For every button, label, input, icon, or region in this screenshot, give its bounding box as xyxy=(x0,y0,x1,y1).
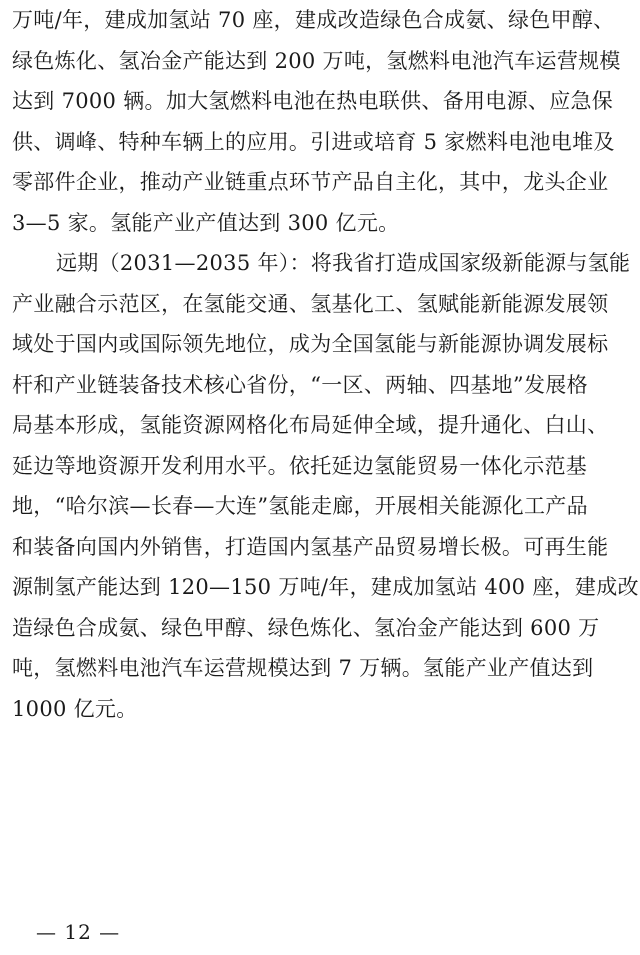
paragraph-line: 域处于国内或国际领先地位，成为全国氢能与新能源协调发展标 xyxy=(12,332,609,356)
paragraph-line: 和装备向国内外销售，打造国内氢基产品贸易增长极。可再生能 xyxy=(12,534,609,559)
paragraph-1 xyxy=(12,0,632,243)
paragraph-line: 杆和产业链装备技术核心省份，“一区、两轴、四基地”发展格 xyxy=(12,372,588,397)
page-number: — 12 — xyxy=(36,920,121,944)
paragraph-line: 地，“哈尔滨—长春—大连”氢能走廊，开展相关能源化工产品 xyxy=(12,494,588,518)
paragraph-line: 绿色炼化、氢冶金产能达到 200 万吨，氢燃料电池汽车运营规模 xyxy=(12,48,621,73)
paragraph-line: 零部件企业，推动产业链重点环节产品自主化，其中，龙头企业 xyxy=(12,170,609,194)
paragraph-line: 产业融合示范区，在氢能交通、氢基化工、氢赋能新能源发展领 xyxy=(12,291,609,316)
paragraph-line: 延边等地资源开发利用水平。依托延边氢能贸易一体化示范基 xyxy=(12,453,588,478)
paragraph-line: 远期（2031—2035 年）：将我省打造成国家级新能源与氢能 xyxy=(56,251,631,275)
paragraph-line: 吨，氢燃料电池汽车运营规模达到 7 万辆。氢能产业产值达到 xyxy=(12,656,594,680)
paragraph-2 xyxy=(12,243,639,729)
paragraph-line: 1000 亿元。 xyxy=(12,696,138,721)
body-text xyxy=(12,0,639,729)
paragraph-line: 源制氢产能达到 120—150 万吨/年，建成加氢站 400 座，建成改 xyxy=(12,575,639,599)
paragraph-line: 局基本形成，氢能资源网格化布局延伸全域，提升通化、白山、 xyxy=(12,413,609,437)
paragraph-line: 万吨/年，建成加氢站 70 座，建成改造绿色合成氨、绿色甲醇、 xyxy=(12,8,615,32)
paragraph-line: 造绿色合成氨、绿色甲醇、绿色炼化、氢冶金产能达到 600 万 xyxy=(12,615,600,640)
paragraph-line: 供、调峰、特种车辆上的应用。引进或培育 5 家燃料电池电堆及 xyxy=(12,129,615,154)
paragraph-line: 3—5 家。氢能产业产值达到 300 亿元。 xyxy=(12,210,400,235)
paragraph-line: 达到 7000 辆。加大氢燃料电池在热电联供、备用电源、应急保 xyxy=(12,89,614,113)
